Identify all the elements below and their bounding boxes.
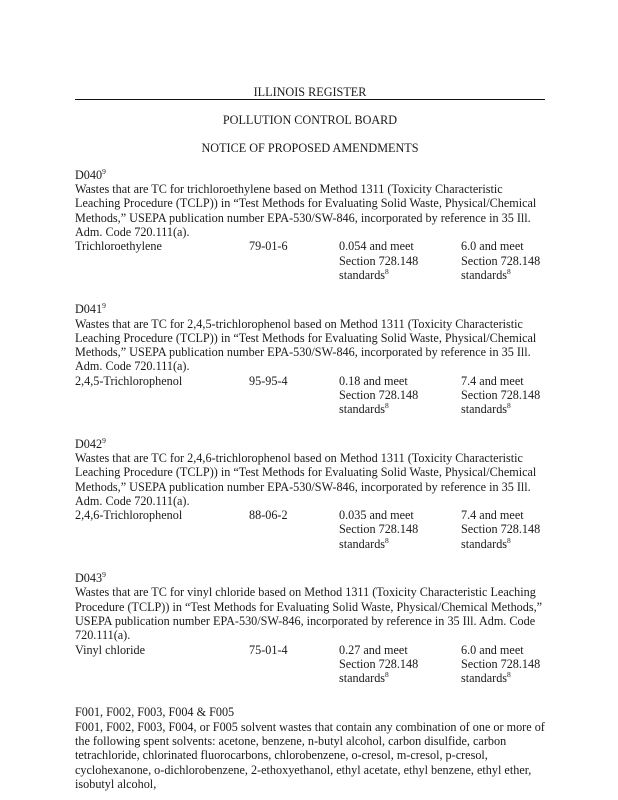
wastewater-standard: 7.4 and meet Section 728.148 standards$^8$	[461, 508, 541, 551]
wastewater-standard: 6.0 and meet Section 728.148 standards$^8$	[461, 642, 541, 686]
waste-section	[75, 302, 545, 416]
constituent-name: 2,4,5-Trichlorophenol	[75, 373, 183, 388]
waste-description: F001, F002, F003, F004, or F005 solvent wastes that contain any combination of one or more of the following spent solvents: acetone, benzene, n-butyl alcohol, carbon disulfide, carbon tetrachloride, chlorinated fluorocarbons, chlorobenzene, o-cresol, m-cresol, p-cresol, cyclohexanone, o-dichlorobenzene, 2-ethoxyethanol, ethyl acetate, ethyl benzene, ethyl ether, isobutyl alcohol,	[75, 719, 545, 791]
waste-code: $D042^9$	[75, 435, 106, 451]
wastewater-standard: 6.0 and meet Section 728.148 standards$^8$	[461, 239, 541, 282]
header-rule	[75, 99, 545, 100]
constituent-row	[75, 239, 545, 282]
cas-number: 75-01-4	[249, 642, 288, 657]
waste-section	[75, 437, 545, 551]
cas-number: 88-06-2	[249, 508, 288, 523]
nonwastewater-standard: 0.035 and meet Section 728.148 standards$^8$	[339, 508, 419, 551]
notice-title: NOTICE OF PROPOSED AMENDMENTS	[201, 140, 419, 155]
footnote-marker: 9	[102, 166, 106, 176]
waste-section	[75, 571, 545, 685]
cas-number: 95-95-4	[249, 373, 288, 388]
waste-section	[75, 168, 545, 282]
footnote-marker: 9	[102, 435, 106, 445]
waste-code: $D040^9$	[75, 166, 106, 182]
footnote-marker: 9	[102, 301, 106, 311]
waste-description: Wastes that are TC for 2,4,5-trichlorophenol based on Method 1311 (Toxicity Characteristic Leaching Procedure (TCLP)) in “Test Methods for Evaluating Solid Waste, Physical/Chemical Methods,” USEPA publication number EPA-530/SW-846, incorporated by reference in 35 Ill. Adm. Code 720.111(a).	[75, 316, 537, 374]
waste-code: $D043^9$	[75, 569, 106, 586]
register-title: ILLINOIS REGISTER	[253, 85, 367, 99]
nonwastewater-standard: 0.18 and meet Section 728.148 standards$^8$	[339, 373, 419, 417]
waste-code: F001, F002, F003, F004 & F005	[75, 705, 235, 720]
footnote-marker: 9	[102, 569, 106, 579]
constituent-name: Vinyl chloride	[75, 642, 146, 657]
waste-section	[75, 705, 545, 791]
constituent-row	[75, 643, 545, 686]
board-title: POLLUTION CONTROL BOARD	[222, 113, 398, 128]
constituent-row	[75, 374, 545, 417]
constituent-name: 2,4,6-Trichlorophenol	[75, 508, 183, 523]
document-page	[75, 84, 545, 791]
waste-code: $D041^9$	[75, 301, 106, 317]
wastewater-standard: 7.4 and meet Section 728.148 standards$^8$	[461, 373, 541, 417]
cas-number: 79-01-6	[249, 239, 288, 254]
nonwastewater-standard: 0.054 and meet Section 728.148 standards$^8$	[339, 239, 419, 282]
nonwastewater-standard: 0.27 and meet Section 728.148 standards$^8$	[339, 642, 419, 686]
waste-description: Wastes that are TC for 2,4,6-trichlorophenol based on Method 1311 (Toxicity Characteristic Leaching Procedure (TCLP)) in “Test Methods for Evaluating Solid Waste, Physical/Chemical Methods,” USEPA publication number EPA-530/SW-846, incorporated by reference in 35 Ill. Adm. Code 720.111(a).	[75, 450, 537, 508]
waste-description: Wastes that are TC for trichloroethylene based on Method 1311 (Toxicity Characteristic Leaching Procedure (TCLP)) in “Test Methods for Evaluating Solid Waste, Physical/Chemical Methods,” USEPA publication number EPA-530/SW-846, incorporated by reference in 35 Ill. Adm. Code 720.111(a).	[75, 182, 537, 240]
constituent-row	[75, 508, 545, 551]
constituent-name: Trichloroethylene	[75, 239, 162, 254]
waste-description: Wastes that are TC for vinyl chloride based on Method 1311 (Toxicity Characteristic Leaching Procedure (TCLP)) in “Test Methods for Evaluating Solid Waste, Physical/Chemical Methods,” USEPA publication number EPA-530/SW-846, incorporated by reference in 35 Ill. Adm. Code 720.111(a).	[75, 585, 543, 643]
